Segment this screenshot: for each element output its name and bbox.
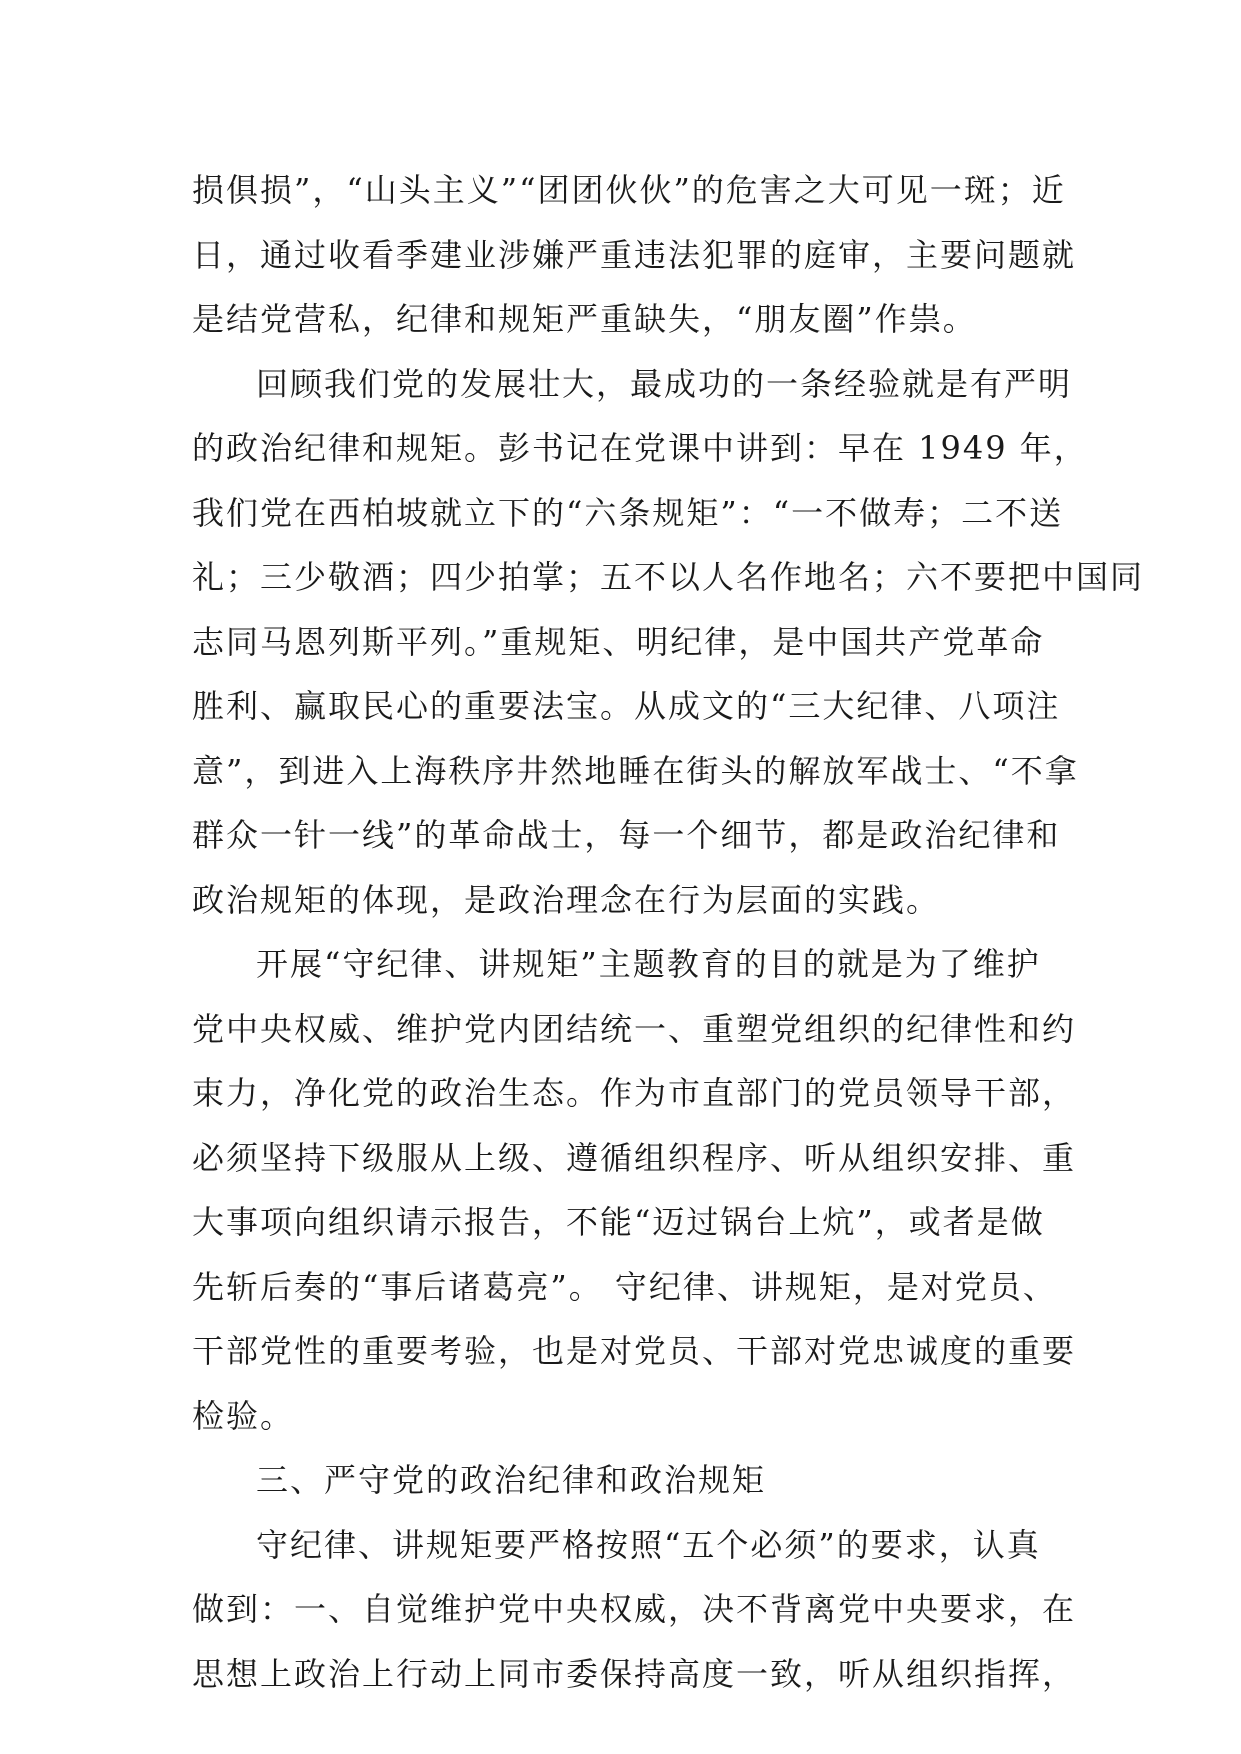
text-line: 群众一针一线”的革命战士，每一个细节，都是政治纪律和: [192, 816, 1061, 854]
text-line: 大事项向组织请示报告，不能“迈过锅台上炕”，或者是做: [192, 1203, 1045, 1241]
text-line: 干部党性的重要考验，也是对党员、干部对党忠诚度的重要: [192, 1332, 1077, 1370]
text-line: 日，通过收看季建业涉嫌严重违法犯罪的庭审，主要问题就: [192, 235, 1077, 274]
text-line: 礼；三少敬酒；四少拍掌；五不以人名作地名；六不要把中国同: [192, 558, 1145, 596]
paragraph-start-line: 开展“守纪律、讲规矩”主题教育的目的就是为了维护: [256, 945, 1041, 983]
text-line: 必须坚持下级服从上级、遵循组织程序、听从组织安排、重: [192, 1138, 1077, 1177]
text-line: 检验。: [192, 1396, 295, 1435]
text-line: 我们党在西柏坡就立下的“六条规矩”：“一不做寿；二不送: [192, 493, 1064, 532]
text-line: 先斩后奏的“事后诸葛亮”。 守纪律、讲规矩，是对党员、: [192, 1267, 1057, 1306]
text-line: 志同马恩列斯平列。”重规矩、明纪律，是中国共产党革命: [192, 622, 1045, 661]
text-line: 党中央权威、维护党内团结统一、重塑党组织的纪律性和约: [192, 1009, 1077, 1048]
text-line: 是结党营私，纪律和规矩严重缺失，“朋友圈”作祟。: [192, 300, 977, 338]
section-heading: 三、严守党的政治纪律和政治规矩: [256, 1461, 767, 1499]
text-line: 的政治纪律和规矩。彭书记在党课中讲到：早在 1949 年，: [192, 429, 1088, 467]
paragraph-start-line: 守纪律、讲规矩要严格按照“五个必须”的要求，认真: [256, 1525, 1041, 1564]
text-line: 政治规矩的体现，是政治理念在行为层面的实践。: [192, 880, 941, 919]
text-line: 损俱损”，“山头主义”“团团伙伙”的危害之大可见一斑；近: [192, 171, 1066, 209]
text-line: 做到：一、自觉维护党中央权威，决不背离党中央要求，在: [192, 1590, 1077, 1628]
text-line: 束力，净化党的政治生态。作为市直部门的党员领导干部，: [192, 1074, 1077, 1112]
document-body: [192, 158, 1145, 1706]
text-line: 意”，到进入上海秩序井然地睡在街头的解放军战士、“不拿: [192, 751, 1079, 790]
text-line: 胜利、赢取民心的重要法宝。从成文的“三大纪律、八项注: [192, 687, 1061, 725]
paragraph-start-line: 回顾我们党的发展壮大，最成功的一条经验就是有严明: [256, 364, 1073, 403]
text-line: 思想上政治上行动上同市委保持高度一致，听从组织指挥，: [192, 1654, 1077, 1693]
